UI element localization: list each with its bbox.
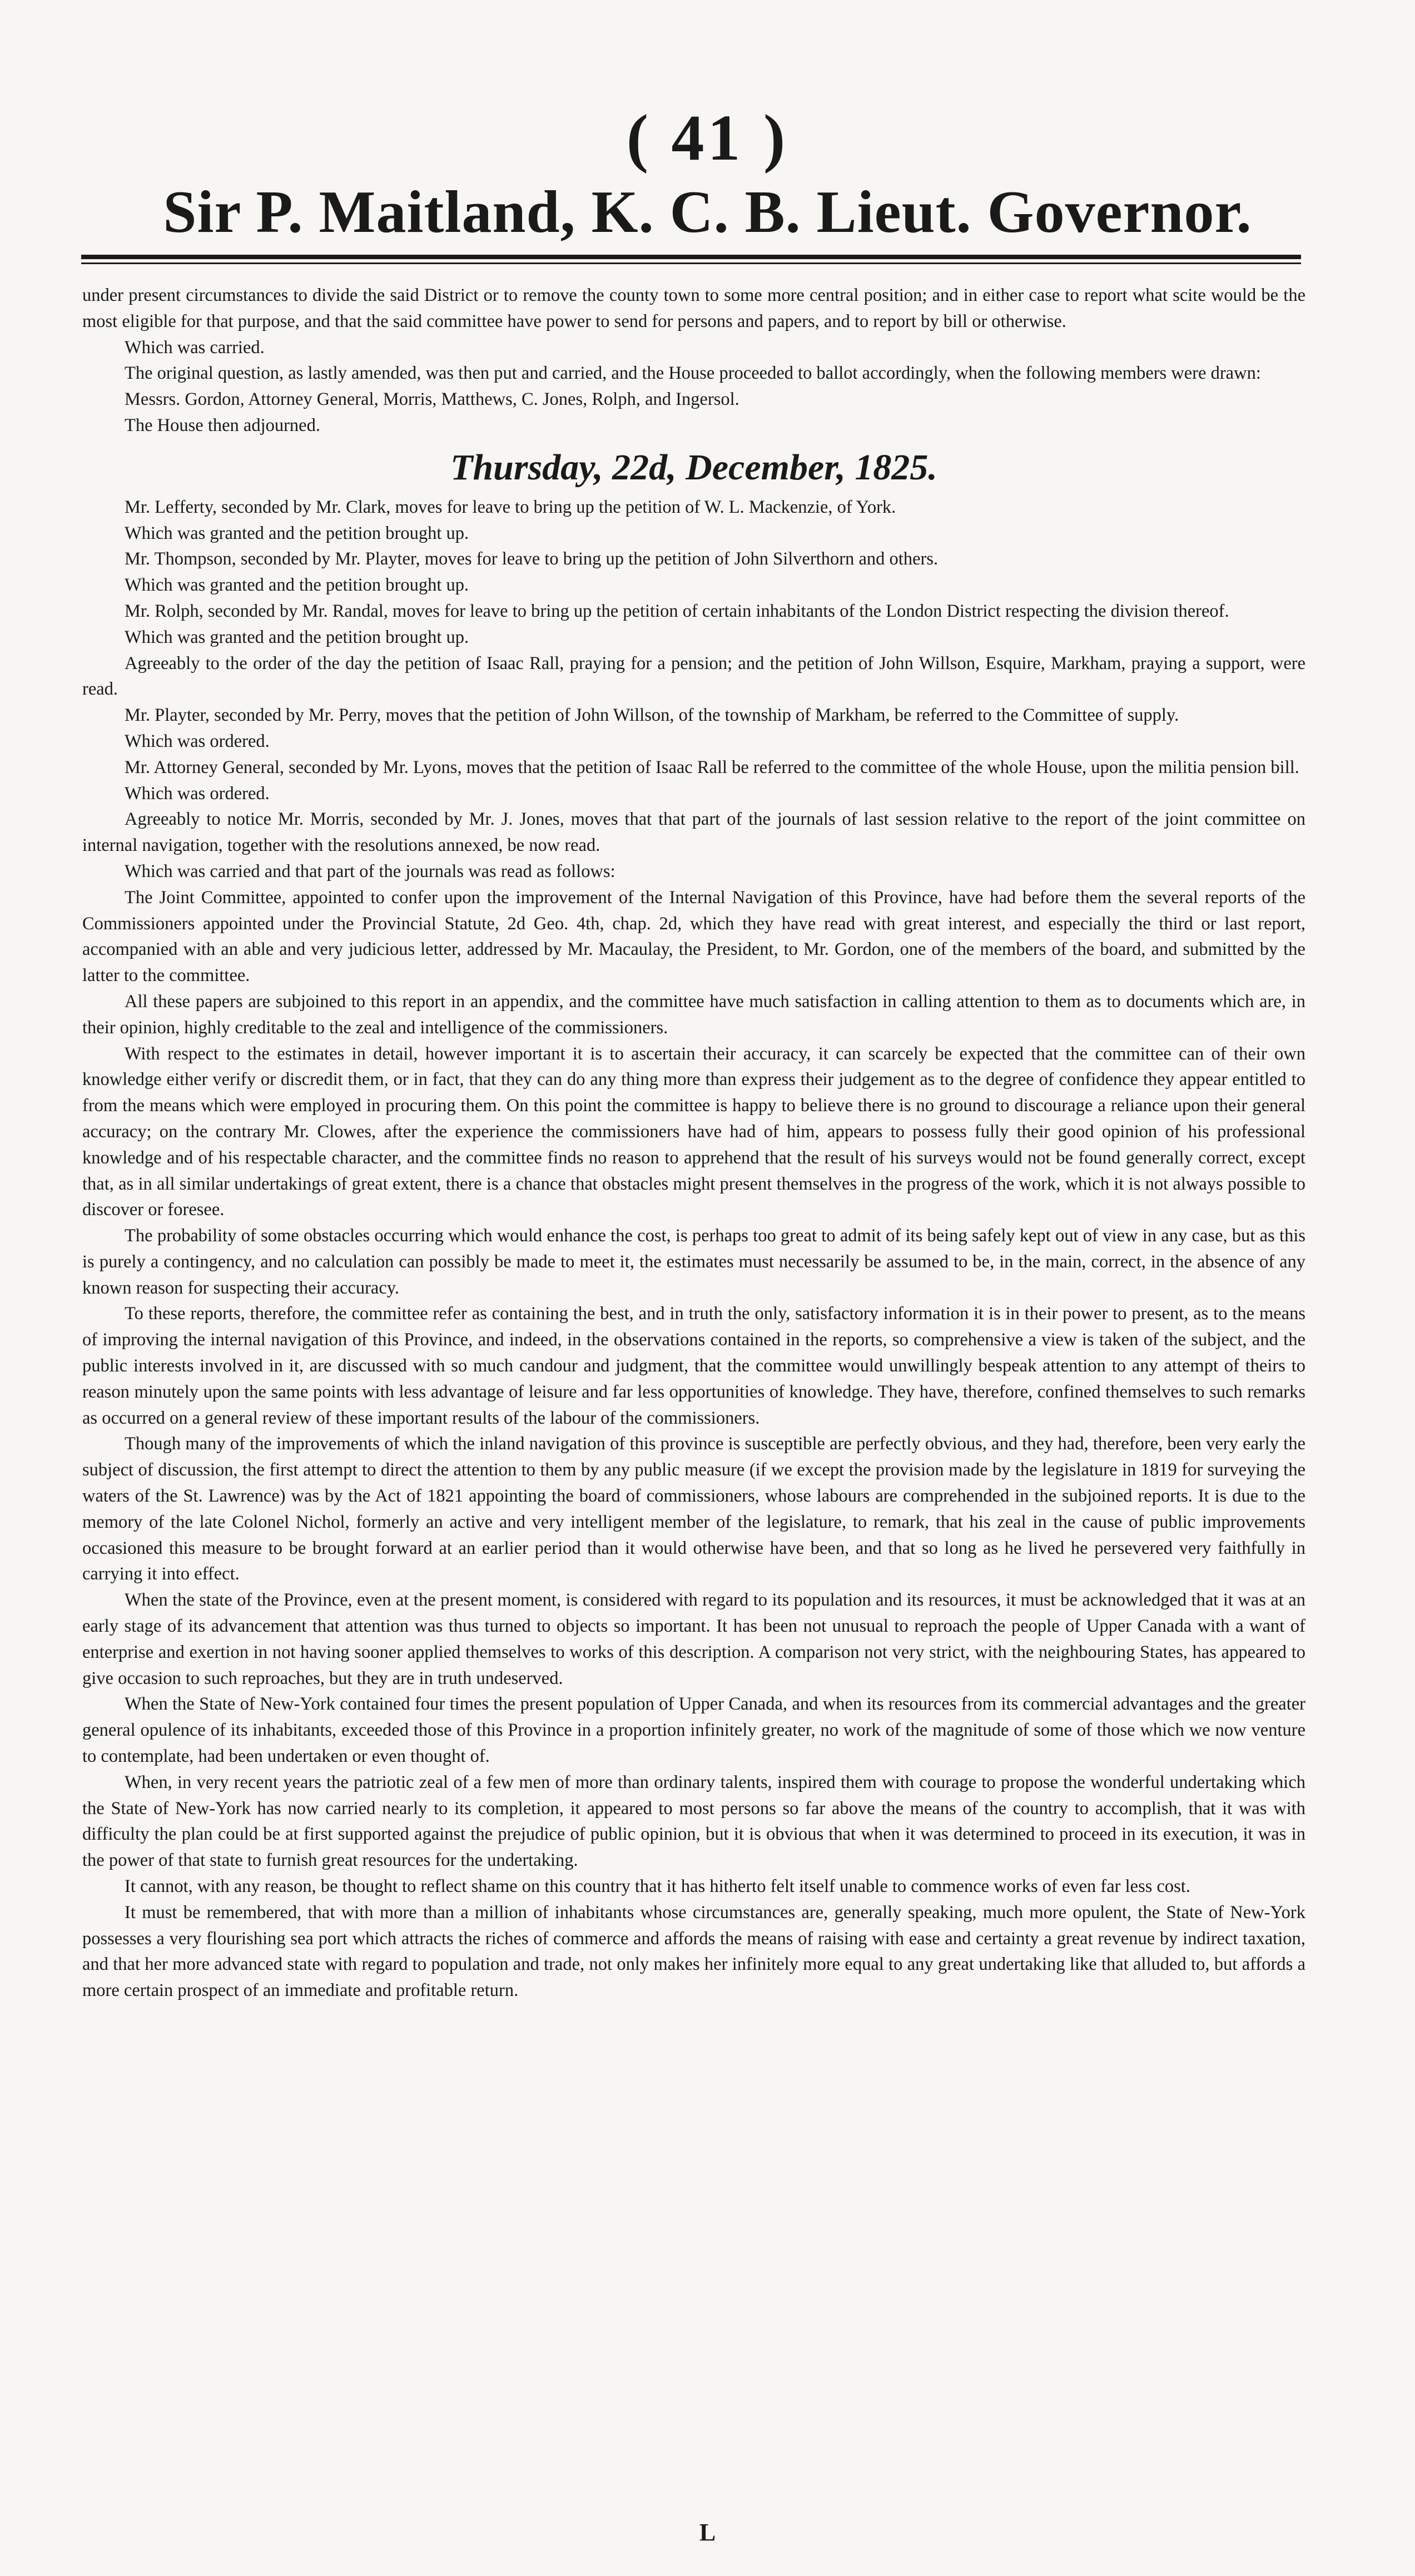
paragraph: When, in very recent years the patriotic zeal of a few men of more than ordinary talents, inspired them with courage to propose the wonderful undertaking which the State of New-York has now carried nearly to its completion, it appeared to most persons so far above the means of the country to accomplish, that it was with difficulty the plan could be at first supported against the prejudice of public opinion, but it is obvious that when it was determined to proceed in its execution, it was in the power of that state to furnish great resources for the undertaking. xyxy=(82,1772,1305,1871)
paragraph: Messrs. Gordon, Attorney General, Morris, Matthews, C. Jones, Rolph, and Ingersol. xyxy=(125,389,739,410)
body-text xyxy=(82,283,1305,2004)
paragraph: Mr. Rolph, seconded by Mr. Randal, moves for leave to bring up the petition of certain inhabitants of the London District respecting the division thereof. xyxy=(125,601,1229,621)
paragraph: Mr. Thompson, seconded by Mr. Playter, moves for leave to bring up the petition of John Silverthorn and others. xyxy=(125,549,939,569)
paragraph: To these reports, therefore, the committee refer as containing the best, and in truth the only, satisfactory information it is in their power to present, as to the means of improving the internal navigation of this Province, and indeed, in the observations contained in the reports, so comprehensive a view is taken of the subject, and the public interests involved in it, are discussed with so much candour and judgment, that the committee would unwillingly bespeak attention to any attempt of theirs to reason minutely upon the same points with less advantage of leisure and far less opportunities of knowledge. They have, therefore, confined themselves to such remarks as occurred on a general review of these important results of the labour of the commissioners. xyxy=(82,1304,1305,1428)
paragraph: The Joint Committee, appointed to confer upon the improvement of the Internal Navigation of this Province, have had before them the several reports of the Commissioners appointed under the Provincial Statute, 2d Geo. 4th, chap. 2d, which they have read with great interest, and especially the third or last report, accompanied with an able and very judicious letter, addressed by Mr. Macaulay, the President, to Mr. Gordon, one of the members of the board, and submitted by the latter to the committee. xyxy=(82,887,1305,986)
paragraph: Mr. Attorney General, seconded by Mr. Lyons, moves that the petition of Isaac Rall be referred to the committee of the whole House, upon the militia pension bill. xyxy=(125,757,1299,777)
running-title: Sir P. Maitland, K. C. B. Lieut. Governor. xyxy=(163,179,1252,245)
date-heading: Thursday, 22d, December, 1825. xyxy=(450,447,937,488)
signature-mark: L xyxy=(699,2519,716,2546)
paragraph: With respect to the estimates in detail, however important it is to ascertain their accuracy, it can scarcely be expected that the committee can of their own knowledge either verify or discredit them, or in fact, that they can do any thing more than express their judgement as to the degree of confidence they appear entitled to from the means which were employed in procuring them. On this point the committee is happy to believe there is no ground to discourage a reliance upon their general accuracy; on the contrary Mr. Clowes, after the experience the commissioners have had of him, appears to possess fully their good opinion of his professional knowledge and of his respectable character, and the committee finds no reason to apprehend that the result of his surveys would not be found generally correct, except that, as in all similar undertakings of great extent, there is a chance that obstacles might present themselves in the progress of the work, which it is not always possible to discover or foresee. xyxy=(82,1043,1305,1220)
paragraph: When the State of New-York contained four times the present population of Upper Canada, and when its resources from its commercial advantages and the greater general opulence of its inhabitants, exceeded those of this Province in a proportion infinitely greater, no work of the magnitude of some of those which we now venture to contemplate, had been undertaken or even thought of. xyxy=(82,1694,1305,1767)
paragraph: Mr. Lefferty, seconded by Mr. Clark, moves for leave to bring up the petition of W. L. Mackenzie, of York. xyxy=(125,497,896,517)
paragraph: Which was ordered. xyxy=(125,731,270,751)
header-rule-thin xyxy=(81,262,1301,264)
paragraph: Which was carried. xyxy=(125,337,265,358)
paragraph: Which was ordered. xyxy=(125,783,270,804)
paragraph: When the state of the Province, even at the present moment, is considered with regard to its population and its resources, it must be acknowledged that it was at an early stage of its advancement that attention was thus turned to objects so important. It has been not unusual to reproach the people of Upper Canada with a want of enterprise and exertion in not having sooner applied themselves to works of this description. A comparison not very strict, with the neighbouring States, has appeared to give occasion to such reproaches, but they are in truth undeserved. xyxy=(82,1590,1305,1688)
paragraph: All these papers are subjoined to this report in an appendix, and the committee have much satisfaction in calling attention to them as to documents which are, in their opinion, highly creditable to the zeal and intelligence of the commissioners. xyxy=(82,991,1305,1038)
paragraph: Which was carried and that part of the journals was read as follows: xyxy=(125,861,615,881)
paragraph: Mr. Playter, seconded by Mr. Perry, moves that the petition of John Willson, of the township of Markham, be referred to the Committee of supply. xyxy=(125,705,1179,726)
paragraph: Which was granted and the petition brought up. xyxy=(125,627,469,647)
page-number: ( 41 ) xyxy=(626,101,789,174)
paragraph: It cannot, with any reason, be thought to reflect shame on this country that it has hitherto felt itself unable to commence works of even far less cost. xyxy=(125,1876,1190,1897)
paragraph: Agreeably to notice Mr. Morris, seconded by Mr. J. Jones, moves that that part of the journals of last session relative to the report of the joint committee on internal navigation, together with the resolutions annexed, be now read. xyxy=(82,809,1305,856)
paragraph: The probability of some obstacles occurring which would enhance the cost, is perhaps too great to admit of its being safely kept out of view in any case, but as this is purely a contingency, and no calculation can possibly be made to meet it, the estimates must necessarily be assumed to be, in the main, correct, in the absence of any known reason for suspecting their accuracy. xyxy=(82,1226,1305,1298)
paragraph: under present circumstances to divide the said District or to remove the county town to some more central position; and in either case to report what scite would be the most eligible for that purpose, and that the said committee have power to send for persons and papers, and to report by bill or otherwise. xyxy=(82,285,1305,331)
paragraph: Agreeably to the order of the day the petition of Isaac Rall, praying for a pension; and the petition of John Willson, Esquire, Markham, praying a support, were read. xyxy=(82,653,1305,700)
paragraph: Which was granted and the petition brought up. xyxy=(125,523,469,543)
paragraph: It must be remembered, that with more than a million of inhabitants whose circumstances are, generally speaking, much more opulent, the State of New-York possesses a very flourishing sea port which attracts the riches of commerce and affords the means of raising with ease and certainty a great revenue by indirect taxation, and that her more advanced state with regard to population and trade, not only makes her infinitely more equal to any great undertaking like that alluded to, but affords a more certain prospect of an immediate and profitable return. xyxy=(82,1902,1305,2001)
header-rule-thick xyxy=(81,255,1301,259)
paragraph: The House then adjourned. xyxy=(125,415,320,435)
paragraph: The original question, as lastly amended, was then put and carried, and the House proceeded to ballot accordingly, when the following members were drawn: xyxy=(125,363,1261,384)
paragraph: Which was granted and the petition brought up. xyxy=(125,575,469,596)
paragraph: Though many of the improvements of which the inland navigation of this province is susceptible are perfectly obvious, and they had, therefore, been very early the subject of discussion, the first attempt to direct the attention to them by any public measure (if we except the provision made by the legislature in 1819 for surveying the waters of the St. Lawrence) was by the Act of 1821 appointing the board of commissioners, whose labours are comprehended in the subjoined reports. It is due to the memory of the late Colonel Nichol, formerly an active and very intelligent member of the legislature, to remark, that his zeal in the cause of public improvements occasioned this measure to be brought forward at an earlier period than it would otherwise have been, and that so long as he lived he persevered very faithfully in carrying it into effect. xyxy=(82,1434,1305,1584)
